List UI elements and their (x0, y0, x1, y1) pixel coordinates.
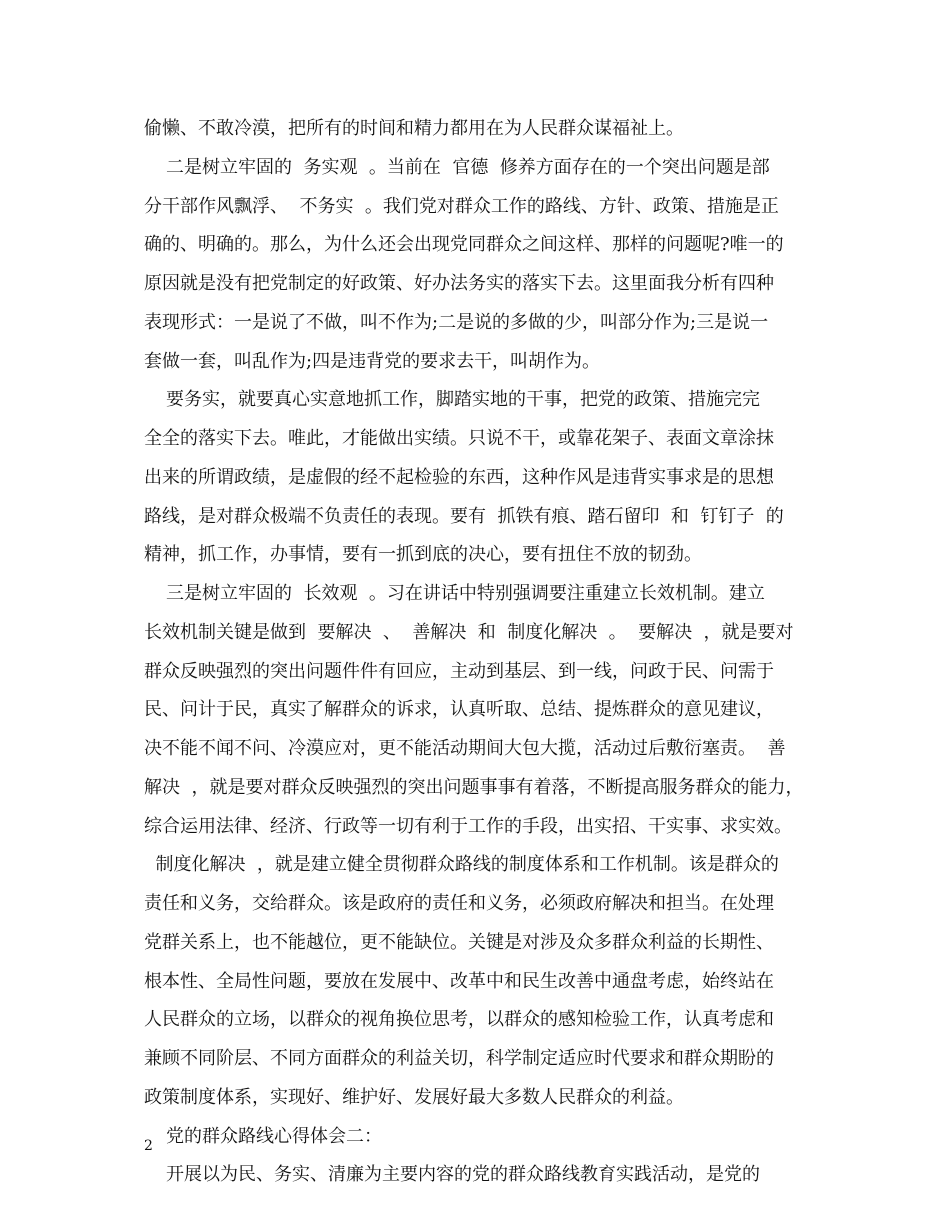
text-line: 偷懒、不敢冷漠，把所有的时间和精力都用在为人民群众谋福祉上。 (144, 118, 684, 139)
text-line: 分干部作风飘浮、 不务实 。我们党对群众工作的路线、方针、政策、措施是正 (144, 195, 779, 217)
text-line: 路线，是对群众极端不负责任的表现。要有 抓铁有痕、踏石留印 和 钉钉子 的 (144, 505, 784, 527)
text-line: 群众反映强烈的突出问题件件有回应，主动到基层、到一线，问政于民、问需于 (144, 660, 774, 682)
text-line: 兼顾不同阶层、不同方面群众的利益关切，科学制定适应时代要求和群众期盼的 (144, 1048, 774, 1069)
text-line: 套做一套，叫乱作为;四是违背党的要求去干，叫胡作为。 (144, 350, 601, 372)
text-line: 责任和义务，交给群众。该是政府的责任和义务，必须政府解决和担当。在处理 (144, 893, 774, 914)
text-line: 决不能不闻不问、冷漠应对，更不能活动期间大包大揽，活动过后敷衍塞责。 善 (144, 738, 786, 759)
text-line: 出来的所谓政绩，是虚假的经不起检验的东西，这种作风是违背实事求是的思想 (144, 466, 774, 488)
text-line: 三是树立牢固的 长效观 。习在讲话中特别强调要注重建立长效机制。建立 (166, 583, 765, 604)
body-text (144, 110, 824, 1195)
text-line: 长效机制关键是做到 要解决 、 善解决 和 制度化解决 。 要解决 ，就是要对 (144, 621, 794, 643)
text-line: 要务实，就要真心实意地抓工作，脚踏实地的干事，把党的政策、措施完完 (166, 389, 760, 411)
page-number: 2 (144, 1138, 153, 1154)
text-line: 原因就是没有把党制定的好政策、好办法务实的落实下去。这里面我分析有四种 (144, 273, 774, 294)
text-line: 开展以为民、务实、清廉为主要内容的党的群众路线教育实践活动，是党的 (166, 1164, 760, 1186)
text-line: 综合运用法律、经济、行政等一切有利于工作的手段，出实招、干实事、求实效。 (144, 815, 792, 837)
text-line: 全全的落实下去。唯此，才能做出实绩。只说不干，或靠花架子、表面文章涂抹 (144, 428, 774, 449)
text-line: 制度化解决 ，就是建立健全贯彻群众路线的制度体系和工作机制。该是群众的 (144, 854, 779, 876)
text-line: 精神，抓工作，办事情，要有一抓到底的决心，要有扭住不放的韧劲。 (144, 544, 702, 566)
text-line: 确的、明确的。那么，为什么还会出现党同群众之间这样、那样的问题呢?唯一的 (144, 234, 784, 256)
text-line: 党群关系上，也不能越位，更不能缺位。关键是对涉及众多群众利益的长期性、 (144, 931, 774, 953)
section-heading: 党的群众路线心得体会二： (166, 1125, 382, 1147)
text-line: 人民群众的立场，以群众的视角换位思考，以群众的感知检验工作，认真考虑和 (144, 1009, 774, 1031)
text-line: 表现形式：一是说了不做，叫不作为;二是说的多做的少，叫部分作为;三是说一 (144, 311, 769, 333)
text-line: 二是树立牢固的 务实观 。当前在 官德 修养方面存在的一个突出问题是部 (166, 156, 770, 178)
text-line: 民、问计于民，真实了解群众的诉求，认真听取、总结、提炼群众的意见建议， (144, 699, 774, 721)
text-line: 政策制度体系，实现好、维护好、发展好最大多数人民群众的利益。 (144, 1086, 684, 1108)
text-line: 解决 ，就是要对群众反映强烈的突出问题事事有着落，不断提高服务群众的能力， (144, 776, 804, 798)
text-line: 根本性、全局性问题，要放在发展中、改革中和民生改善中通盘考虑，始终站在 (144, 970, 774, 992)
